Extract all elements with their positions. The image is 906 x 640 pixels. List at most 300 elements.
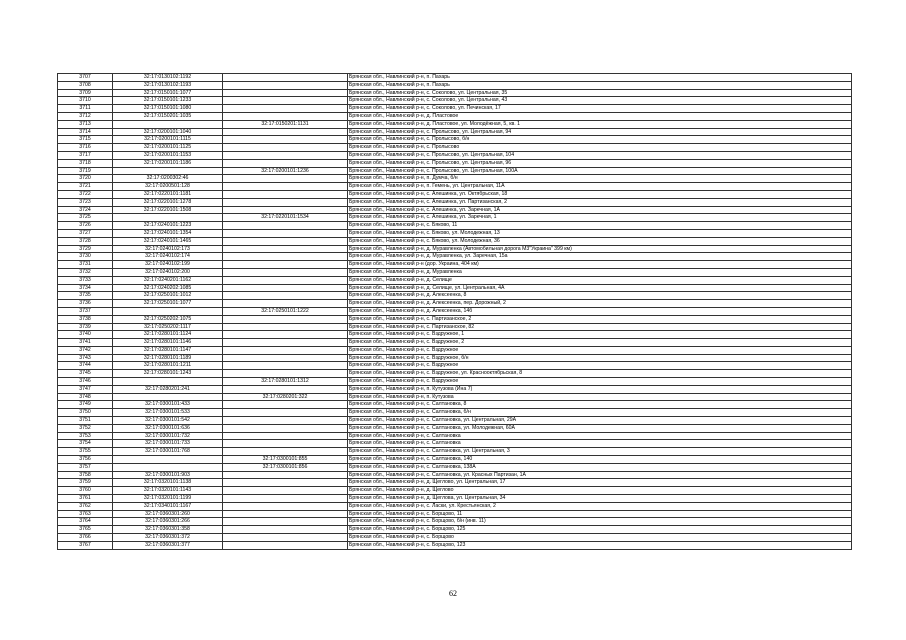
- row-number-cell: 3762: [58, 502, 113, 510]
- table-row: [58, 112, 852, 120]
- address-cell: Брянская обл., Навлинский р-н, с. Пролысово, ул. Центральная, 96: [348, 159, 852, 167]
- table-row: [58, 401, 852, 409]
- cadastral-number-building-cell: [113, 463, 223, 471]
- address-cell: Брянская обл., Навлинский р-н, с. Борщово: [348, 534, 852, 542]
- address-cell: Брянская обл., Навлинский р-н, с. Борщово, 123: [348, 541, 852, 549]
- table-row: [58, 518, 852, 526]
- table-row: [58, 378, 852, 386]
- table-row: [58, 463, 852, 471]
- table-row: [58, 190, 852, 198]
- cadastral-number-building-cell: [113, 378, 223, 386]
- row-number-cell: 3738: [58, 315, 113, 323]
- address-cell: Брянская обл., Навлинский р-н, с. Вздружное, 2: [348, 339, 852, 347]
- address-cell: Брянская обл., Навлинский р-н, с. Салтановка: [348, 440, 852, 448]
- row-number-cell: 3720: [58, 175, 113, 183]
- cadastral-number-structure-cell: 32:17:0280201:322: [223, 393, 348, 401]
- table-row: [58, 541, 852, 549]
- table-row: [58, 300, 852, 308]
- cadastral-number-structure-cell: 32:17:0220101:1534: [223, 214, 348, 222]
- cadastral-number-structure-cell: [223, 284, 348, 292]
- cadastral-number-building-cell: 32:17:0340101:1167: [113, 502, 223, 510]
- cadastral-number-building-cell: 32:17:0200101:1115: [113, 136, 223, 144]
- cadastral-number-structure-cell: [223, 245, 348, 253]
- row-number-cell: 3767: [58, 541, 113, 549]
- cadastral-number-structure-cell: [223, 487, 348, 495]
- cadastral-number-building-cell: 32:17:0280101:1189: [113, 354, 223, 362]
- table-row: [58, 151, 852, 159]
- table-row: [58, 214, 852, 222]
- cadastral-number-structure-cell: 32:17:0280101:1312: [223, 378, 348, 386]
- address-cell: Брянская обл., Навлинский р-н, с. Ласки, ул. Крестьянская, 2: [348, 502, 852, 510]
- row-number-cell: 3749: [58, 401, 113, 409]
- row-number-cell: 3724: [58, 206, 113, 214]
- address-cell: Брянская обл., Навлинский р-н, с. Вздружное: [348, 378, 852, 386]
- table-row: [58, 534, 852, 542]
- cadastral-number-building-cell: 32:17:0280101:1211: [113, 362, 223, 370]
- address-cell: Брянская обл., Навлинский р-н, с. Партизанское, 82: [348, 323, 852, 331]
- row-number-cell: 3755: [58, 448, 113, 456]
- cadastral-number-building-cell: 32:17:0240101:1354: [113, 229, 223, 237]
- address-cell: Брянская обл., Навлинский р-н, с. Алешинка, ул. Заречная, 1: [348, 214, 852, 222]
- table-row: [58, 167, 852, 175]
- cadastral-number-structure-cell: [223, 237, 348, 245]
- cadastral-number-building-cell: 32:17:0150101:1233: [113, 97, 223, 105]
- cadastral-number-structure-cell: [223, 206, 348, 214]
- cadastral-number-building-cell: [113, 120, 223, 128]
- cadastral-number-structure-cell: [223, 144, 348, 152]
- address-cell: Брянская обл., Навлинский р-н, с. Соколово, ул. Центральная, 43: [348, 97, 852, 105]
- address-cell: Брянская обл., Навлинский р-н, д. Щеглово, ул. Центральная, 17: [348, 479, 852, 487]
- row-number-cell: 3740: [58, 331, 113, 339]
- cadastral-number-structure-cell: [223, 276, 348, 284]
- table-row: [58, 315, 852, 323]
- cadastral-number-building-cell: 32:17:0280101:1124: [113, 331, 223, 339]
- address-cell: Брянская обл., Навлинский р-н, п. Гемень, ул. Центральная, 11А: [348, 183, 852, 191]
- cadastral-number-structure-cell: [223, 175, 348, 183]
- table-row: [58, 409, 852, 417]
- address-cell: Брянская обл., Навлинский р-н, с. Вздружное, ул. Краснооктябрьская, 8: [348, 370, 852, 378]
- row-number-cell: 3732: [58, 268, 113, 276]
- cadastral-number-building-cell: [113, 307, 223, 315]
- row-number-cell: 3730: [58, 253, 113, 261]
- row-number-cell: 3741: [58, 339, 113, 347]
- cadastral-number-building-cell: 32:17:0200101:1125: [113, 144, 223, 152]
- row-number-cell: 3714: [58, 128, 113, 136]
- table-row: [58, 346, 852, 354]
- row-number-cell: 3711: [58, 105, 113, 113]
- row-number-cell: 3766: [58, 534, 113, 542]
- cadastral-number-structure-cell: [223, 89, 348, 97]
- cadastral-number-structure-cell: [223, 112, 348, 120]
- address-cell: Брянская обл., Навлинский р-н, с. Бяково, ул. Молодежная, 13: [348, 229, 852, 237]
- row-number-cell: 3737: [58, 307, 113, 315]
- address-cell: Брянская обл., Навлинский р-н, д. Муравленка, ул. Заречная, 15а: [348, 253, 852, 261]
- cadastral-number-structure-cell: [223, 151, 348, 159]
- address-cell: Брянская обл., Навлинский р-н, с. Алешинка, ул. Заречная, 1А: [348, 206, 852, 214]
- cadastral-number-building-cell: 32:17:0150201:1035: [113, 112, 223, 120]
- cadastral-number-structure-cell: [223, 541, 348, 549]
- address-cell: Брянская обл., Навлинский р-н, с. Борщово, 125: [348, 526, 852, 534]
- row-number-cell: 3729: [58, 245, 113, 253]
- address-cell: Брянская обл., Навлинский р-н, д. Алексеенка, 8: [348, 292, 852, 300]
- table-row: [58, 276, 852, 284]
- cadastral-number-building-cell: 32:17:0200101:1040: [113, 128, 223, 136]
- row-number-cell: 3731: [58, 261, 113, 269]
- address-cell: Брянская обл., Навлинский р-н, с. Салтановка, ул. Красных Партизан, 1А: [348, 471, 852, 479]
- table-row: [58, 354, 852, 362]
- table-row: [58, 393, 852, 401]
- cadastral-number-structure-cell: [223, 105, 348, 113]
- cadastral-number-structure-cell: [223, 510, 348, 518]
- table-row: [58, 292, 852, 300]
- table-row: [58, 307, 852, 315]
- cadastral-number-building-cell: 32:17:0240102:199: [113, 261, 223, 269]
- cadastral-number-building-cell: 32:17:0220101:1278: [113, 198, 223, 206]
- cadastral-number-structure-cell: [223, 315, 348, 323]
- row-number-cell: 3709: [58, 89, 113, 97]
- cadastral-number-building-cell: 32:17:0200302:46: [113, 175, 223, 183]
- cadastral-number-building-cell: 32:17:0360301:358: [113, 526, 223, 534]
- cadastral-number-building-cell: 32:17:0240102:173: [113, 245, 223, 253]
- cadastral-number-structure-cell: 32:17:0200101:1236: [223, 167, 348, 175]
- row-number-cell: 3710: [58, 97, 113, 105]
- cadastral-number-structure-cell: [223, 401, 348, 409]
- cadastral-number-building-cell: 32:17:0300101:533: [113, 409, 223, 417]
- row-number-cell: 3757: [58, 463, 113, 471]
- cadastral-number-building-cell: 32:17:0240101:1465: [113, 237, 223, 245]
- table-row: [58, 432, 852, 440]
- cadastral-number-structure-cell: [223, 198, 348, 206]
- address-cell: Брянская обл., Навлинский р-н, с. Салтановка, ул. Центральная, 29А: [348, 417, 852, 425]
- address-cell: Брянская обл., Навлинский р-н, д. Алексеенка, пер. Дорожный, 2: [348, 300, 852, 308]
- cadastral-number-building-cell: 32:17:0250202:1117: [113, 323, 223, 331]
- table-row: [58, 120, 852, 128]
- cadastral-number-structure-cell: 32:17:0300101:855: [223, 456, 348, 464]
- cadastral-number-building-cell: [113, 167, 223, 175]
- cadastral-number-structure-cell: [223, 323, 348, 331]
- address-cell: Брянская обл., Навлинский р-н, д. Муравленка: [348, 268, 852, 276]
- cadastral-number-structure-cell: [223, 479, 348, 487]
- address-cell: Брянская обл., Навлинский р-н, д. Алексеенка, 14б: [348, 307, 852, 315]
- table-row: [58, 206, 852, 214]
- table-row: [58, 526, 852, 534]
- address-cell: Брянская обл., Навлинский р-н, с. Вздружное: [348, 362, 852, 370]
- address-cell: Брянская обл., Навлинский р-н, д. Пластовое: [348, 112, 852, 120]
- cadastral-number-structure-cell: [223, 74, 348, 82]
- cadastral-number-structure-cell: [223, 183, 348, 191]
- address-cell: Брянская обл., Навлинский р-н, с. Алешинка, ул. Октябрьская, 18: [348, 190, 852, 198]
- cadastral-number-structure-cell: [223, 159, 348, 167]
- cadastral-number-structure-cell: [223, 362, 348, 370]
- table-row: [58, 81, 852, 89]
- table-row: [58, 245, 852, 253]
- row-number-cell: 3751: [58, 417, 113, 425]
- row-number-cell: 3736: [58, 300, 113, 308]
- cadastral-number-structure-cell: [223, 471, 348, 479]
- cadastral-number-building-cell: 32:17:0220101:1181: [113, 190, 223, 198]
- table-row: [58, 159, 852, 167]
- cadastral-number-structure-cell: [223, 354, 348, 362]
- address-cell: Брянская обл., Навлинский р-н, с. Салтановка, 138А: [348, 463, 852, 471]
- address-cell: Брянская обл., Навлинский р-н, д. Селище: [348, 276, 852, 284]
- address-cell: Брянская обл., Навлинский р-н, д. Муравленка (Автомобильная дорога М3"Украина" 399 км): [348, 245, 852, 253]
- cadastral-number-building-cell: 32:17:0320101:1138: [113, 479, 223, 487]
- address-cell: Брянская обл., Навлинский р-н, с. Салтановка, 8: [348, 401, 852, 409]
- page-number: 62: [449, 589, 457, 598]
- cadastral-number-building-cell: 32:17:0360301:260: [113, 510, 223, 518]
- cadastral-number-structure-cell: [223, 300, 348, 308]
- row-number-cell: 3743: [58, 354, 113, 362]
- table-row: [58, 362, 852, 370]
- row-number-cell: 3754: [58, 440, 113, 448]
- table-row: [58, 456, 852, 464]
- address-cell: Брянская обл., Навлинский р-н, с. Салтановка, ул. Молодежная, 60А: [348, 424, 852, 432]
- row-number-cell: 3750: [58, 409, 113, 417]
- cadastral-number-structure-cell: [223, 502, 348, 510]
- table-row: [58, 136, 852, 144]
- address-cell: Брянская обл., Навлинский р-н, с. Вздружное, б/н: [348, 354, 852, 362]
- table-row: [58, 89, 852, 97]
- cadastral-number-building-cell: 32:17:0250101:1077: [113, 300, 223, 308]
- cadastral-number-building-cell: 32:17:0300101:636: [113, 424, 223, 432]
- address-cell: Брянская обл., Навлинский р-н, п. Думча, б/н: [348, 175, 852, 183]
- table-row: [58, 339, 852, 347]
- row-number-cell: 3759: [58, 479, 113, 487]
- cadastral-number-building-cell: 32:17:0360301:372: [113, 534, 223, 542]
- cadastral-number-structure-cell: [223, 331, 348, 339]
- cadastral-number-structure-cell: [223, 346, 348, 354]
- table-row: [58, 471, 852, 479]
- cadastral-number-building-cell: [113, 214, 223, 222]
- address-cell: Брянская обл., Навлинский р-н, с. Салтановка, ул. Центральная, 3: [348, 448, 852, 456]
- row-number-cell: 3707: [58, 74, 113, 82]
- row-number-cell: 3748: [58, 393, 113, 401]
- table-row: [58, 510, 852, 518]
- row-number-cell: 3716: [58, 144, 113, 152]
- row-number-cell: 3745: [58, 370, 113, 378]
- cadastral-number-building-cell: 32:17:0300101:903: [113, 471, 223, 479]
- cadastral-number-building-cell: [113, 456, 223, 464]
- cadastral-number-structure-cell: [223, 448, 348, 456]
- row-number-cell: 3753: [58, 432, 113, 440]
- cadastral-number-building-cell: 32:17:0240102:200: [113, 268, 223, 276]
- table-row: [58, 502, 852, 510]
- table-row: [58, 229, 852, 237]
- cadastral-number-building-cell: 32:17:0250101:1012: [113, 292, 223, 300]
- address-cell: Брянская обл., Навлинский р-н, д. Селище, ул. Центральная, 4А: [348, 284, 852, 292]
- table-row: [58, 175, 852, 183]
- address-cell: Брянская обл., Навлинский р-н, с. Салтановка, б/н: [348, 409, 852, 417]
- table-row: [58, 495, 852, 503]
- row-number-cell: 3712: [58, 112, 113, 120]
- cadastral-number-structure-cell: [223, 222, 348, 230]
- row-number-cell: 3719: [58, 167, 113, 175]
- cadastral-number-structure-cell: 32:17:0300101:856: [223, 463, 348, 471]
- cadastral-number-building-cell: 32:17:0300101:732: [113, 432, 223, 440]
- address-cell: Брянская обл., Навлинский р-н, с. Борщово, 11: [348, 510, 852, 518]
- table-row: [58, 479, 852, 487]
- row-number-cell: 3760: [58, 487, 113, 495]
- cadastral-number-structure-cell: [223, 370, 348, 378]
- cadastral-number-structure-cell: [223, 409, 348, 417]
- table-row: [58, 222, 852, 230]
- table-row: [58, 268, 852, 276]
- cadastral-number-structure-cell: [223, 81, 348, 89]
- row-number-cell: 3742: [58, 346, 113, 354]
- cadastral-number-building-cell: 32:17:0280101:1147: [113, 346, 223, 354]
- row-number-cell: 3733: [58, 276, 113, 284]
- table-row: [58, 417, 852, 425]
- table-row: [58, 323, 852, 331]
- row-number-cell: 3735: [58, 292, 113, 300]
- cadastral-number-structure-cell: [223, 417, 348, 425]
- address-cell: Брянская обл., Навлинский р-н, д. Щеглово: [348, 487, 852, 495]
- cadastral-number-structure-cell: [223, 292, 348, 300]
- cadastral-number-structure-cell: [223, 253, 348, 261]
- table-row: [58, 237, 852, 245]
- cadastral-number-building-cell: 32:17:0300101:733: [113, 440, 223, 448]
- cadastral-number-structure-cell: [223, 97, 348, 105]
- cadastral-number-structure-cell: 32:17:0250101:1222: [223, 307, 348, 315]
- table-row: [58, 253, 852, 261]
- row-number-cell: 3747: [58, 385, 113, 393]
- table-row: [58, 105, 852, 113]
- row-number-cell: 3725: [58, 214, 113, 222]
- address-cell: Брянская обл., Навлинский р-н, с. Алешинка, ул. Партизанская, 2: [348, 198, 852, 206]
- row-number-cell: 3726: [58, 222, 113, 230]
- table-row: [58, 198, 852, 206]
- cadastral-number-structure-cell: [223, 268, 348, 276]
- table-row: [58, 487, 852, 495]
- table-row: [58, 385, 852, 393]
- cadastral-number-structure-cell: [223, 229, 348, 237]
- cadastral-number-structure-cell: [223, 518, 348, 526]
- address-cell: Брянская обл., Навлинский р-н, с. Пролысово, ул. Центральная, 104: [348, 151, 852, 159]
- cadastral-number-structure-cell: [223, 495, 348, 503]
- row-number-cell: 3746: [58, 378, 113, 386]
- table-row: [58, 424, 852, 432]
- cadastral-number-building-cell: 32:17:0360301:266: [113, 518, 223, 526]
- table-row: [58, 261, 852, 269]
- address-cell: Брянская обл., Навлинский р-н, с. Бяково, ул. Молодежная, 36: [348, 237, 852, 245]
- address-cell: Брянская обл., Навлинский р-н, с. Пролысово: [348, 144, 852, 152]
- cadastral-number-structure-cell: [223, 534, 348, 542]
- cadastral-number-structure-cell: [223, 440, 348, 448]
- row-number-cell: 3764: [58, 518, 113, 526]
- cadastral-number-building-cell: 32:17:0200101:1153: [113, 151, 223, 159]
- row-number-cell: 3752: [58, 424, 113, 432]
- cadastral-number-building-cell: 32:17:0240201:1162: [113, 276, 223, 284]
- row-number-cell: 3761: [58, 495, 113, 503]
- address-cell: Брянская обл., Навлинский р-н, с. Партизанское, 2: [348, 315, 852, 323]
- address-cell: Брянская обл., Навлинский р-н, с. Соколово, ул. Печинская, 17: [348, 105, 852, 113]
- row-number-cell: 3717: [58, 151, 113, 159]
- address-cell: Брянская обл., Навлинский р-н, с. Вздружное: [348, 346, 852, 354]
- address-cell: Брянская обл., Навлинский р-н, д. Пластовое, ул. Молодёжная, 5, кв. 1: [348, 120, 852, 128]
- row-number-cell: 3722: [58, 190, 113, 198]
- table-row: [58, 370, 852, 378]
- row-number-cell: 3734: [58, 284, 113, 292]
- table-row: [58, 284, 852, 292]
- cadastral-number-building-cell: 32:17:0130102:1192: [113, 74, 223, 82]
- cadastral-number-building-cell: 32:17:0360301:377: [113, 541, 223, 549]
- row-number-cell: 3721: [58, 183, 113, 191]
- cadastral-number-building-cell: 32:17:0240202:1085: [113, 284, 223, 292]
- row-number-cell: 3728: [58, 237, 113, 245]
- address-cell: Брянская обл., Навлинский р-н, с. Пролысово, ул. Центральная, 94: [348, 128, 852, 136]
- address-cell: Брянская обл., Навлинский р-н, п. Кутузова (Ина 7): [348, 385, 852, 393]
- row-number-cell: 3739: [58, 323, 113, 331]
- address-cell: Брянская обл., Навлинский р-н, с. Борщово, б/н (инв. 11): [348, 518, 852, 526]
- row-number-cell: 3727: [58, 229, 113, 237]
- address-cell: Брянская обл., Навлинский р-н (дор. Украина, 404 км): [348, 261, 852, 269]
- address-cell: Брянская обл., Навлинский р-н, с. Вздружное, 1: [348, 331, 852, 339]
- row-number-cell: 3715: [58, 136, 113, 144]
- address-cell: Брянская обл., Навлинский р-н, с. Пролысово, б/н: [348, 136, 852, 144]
- cadastral-number-building-cell: 32:17:0320101:1143: [113, 487, 223, 495]
- address-cell: Брянская обл., Навлинский р-н, п. Пахарь: [348, 74, 852, 82]
- cadastral-number-building-cell: 32:17:0240102:174: [113, 253, 223, 261]
- cadastral-number-building-cell: 32:17:0300101:433: [113, 401, 223, 409]
- table-row: [58, 440, 852, 448]
- cadastral-number-building-cell: 32:17:0280101:1146: [113, 339, 223, 347]
- row-number-cell: 3723: [58, 198, 113, 206]
- cadastral-number-building-cell: 32:17:0240101:1223: [113, 222, 223, 230]
- cadastral-number-building-cell: 32:17:0150101:1080: [113, 105, 223, 113]
- row-number-cell: 3713: [58, 120, 113, 128]
- cadastral-number-structure-cell: 32:17:0150201:1131: [223, 120, 348, 128]
- cadastral-number-building-cell: [113, 393, 223, 401]
- table-row: [58, 331, 852, 339]
- cadastral-number-building-cell: 32:17:0250202:1075: [113, 315, 223, 323]
- address-cell: Брянская обл., Навлинский р-н, с. Соколово, ул. Центральная, 35: [348, 89, 852, 97]
- address-cell: Брянская обл., Навлинский р-н, с. Бяково, 11: [348, 222, 852, 230]
- cadastral-number-building-cell: 32:17:0220101:1508: [113, 206, 223, 214]
- cadastral-number-structure-cell: [223, 526, 348, 534]
- row-number-cell: 3758: [58, 471, 113, 479]
- cadastral-number-building-cell: 32:17:0300101:542: [113, 417, 223, 425]
- table-row: [58, 448, 852, 456]
- address-cell: Брянская обл., Навлинский р-н, с. Салтановка: [348, 432, 852, 440]
- address-cell: Брянская обл., Навлинский р-н, п. Кутузова: [348, 393, 852, 401]
- row-number-cell: 3708: [58, 81, 113, 89]
- registry-table: [57, 73, 852, 550]
- cadastral-number-structure-cell: [223, 432, 348, 440]
- address-cell: Брянская обл., Навлинский р-н, с. Пролысово, ул. Центральная, 100А: [348, 167, 852, 175]
- cadastral-number-building-cell: 32:17:0280101:1243: [113, 370, 223, 378]
- cadastral-number-structure-cell: [223, 261, 348, 269]
- cadastral-number-structure-cell: [223, 339, 348, 347]
- cadastral-number-building-cell: 32:17:0280201:241: [113, 385, 223, 393]
- cadastral-number-building-cell: 32:17:0300101:768: [113, 448, 223, 456]
- table-row: [58, 97, 852, 105]
- cadastral-number-building-cell: 32:17:0150101:1077: [113, 89, 223, 97]
- registry-table-body: [58, 74, 852, 550]
- cadastral-number-structure-cell: [223, 385, 348, 393]
- cadastral-number-building-cell: 32:17:0130102:1193: [113, 81, 223, 89]
- cadastral-number-structure-cell: [223, 128, 348, 136]
- table-row: [58, 183, 852, 191]
- cadastral-number-structure-cell: [223, 136, 348, 144]
- cadastral-number-structure-cell: [223, 424, 348, 432]
- cadastral-number-structure-cell: [223, 190, 348, 198]
- address-cell: Брянская обл., Навлинский р-н, п. Пахарь: [348, 81, 852, 89]
- table-row: [58, 128, 852, 136]
- cadastral-number-building-cell: 32:17:0200501:128: [113, 183, 223, 191]
- row-number-cell: 3765: [58, 526, 113, 534]
- row-number-cell: 3756: [58, 456, 113, 464]
- cadastral-number-building-cell: 32:17:0200101:1186: [113, 159, 223, 167]
